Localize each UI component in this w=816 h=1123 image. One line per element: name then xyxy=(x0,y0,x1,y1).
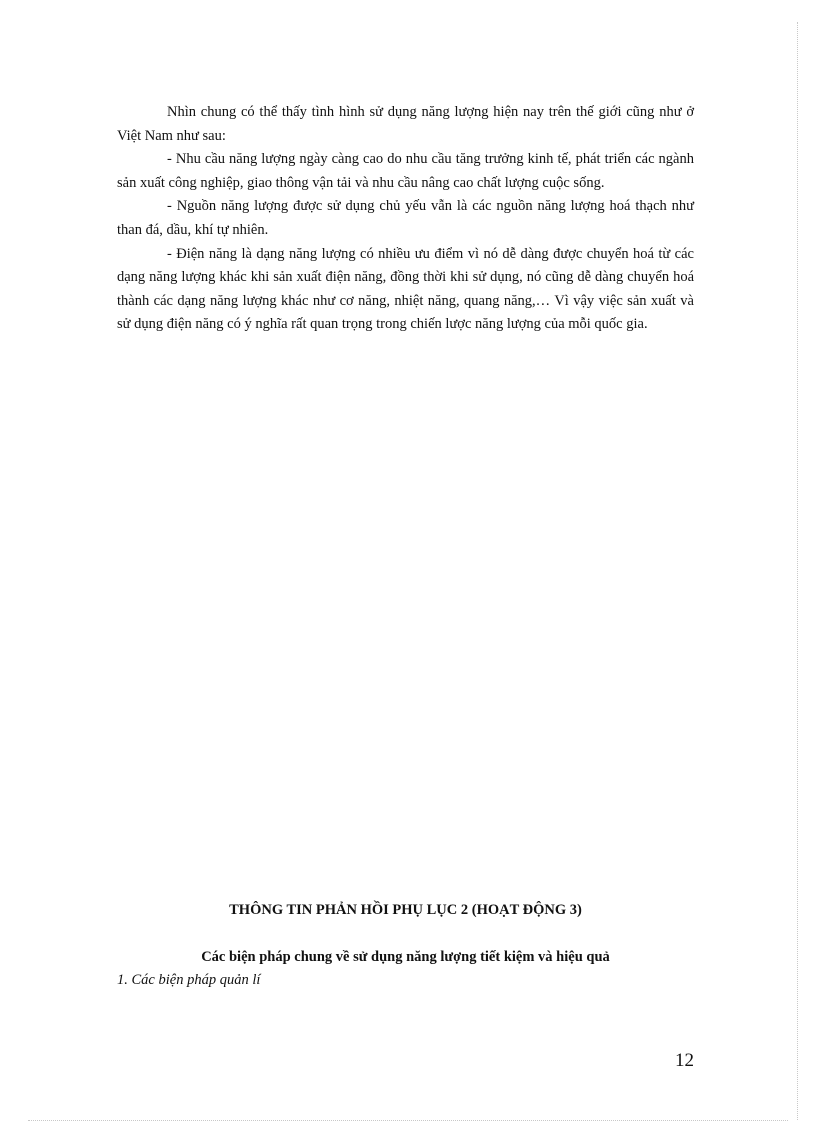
paragraph-intro: Nhìn chung có thể thấy tình hình sử dụng năng lượng hiện nay trên thế giới cũng như ở Việt Nam như sau: xyxy=(117,104,694,144)
paragraph-electricity: - Điện năng là dạng năng lượng có nhiều ưu điểm vì nó dễ dàng được chuyển hoá từ các dạng năng lượng khác khi sản xuất điện năng, đồng thời khi sử dụng, nó cũng dễ dàng chuyển hoá thành các dạng năng lượng khác như cơ năng, nhiệt năng, quang năng,… Vì vậy việc sản xuất và sử dụng điện năng có ý nghĩa rất quan trọng trong chiến lược năng lượng của mỗi quốc gia. xyxy=(117,245,694,333)
page-bottom-border xyxy=(28,1120,788,1121)
paragraph-fossil-sources: - Nguồn năng lượng được sử dụng chủ yếu vẫn là các nguồn năng lượng hoá thạch như than đá, dầu, khí tự nhiên. xyxy=(117,198,694,238)
body-text xyxy=(117,101,694,337)
subsection-heading: 1. Các biện pháp quản lí xyxy=(117,972,261,988)
section-title: THÔNG TIN PHẢN HỒI PHỤ LỤC 2 (HOẠT ĐỘNG 3) xyxy=(229,902,582,918)
page-right-border xyxy=(797,22,798,1120)
paragraph-energy-demand: - Nhu cầu năng lượng ngày càng cao do nhu cầu tăng trưởng kinh tế, phát triển các ngành sản xuất công nghiệp, giao thông vận tải và nhu cầu nâng cao chất lượng cuộc sống. xyxy=(117,151,694,191)
page-number: 12 xyxy=(675,1050,694,1071)
section-subtitle: Các biện pháp chung về sử dụng năng lượng tiết kiệm và hiệu quả xyxy=(201,949,610,965)
